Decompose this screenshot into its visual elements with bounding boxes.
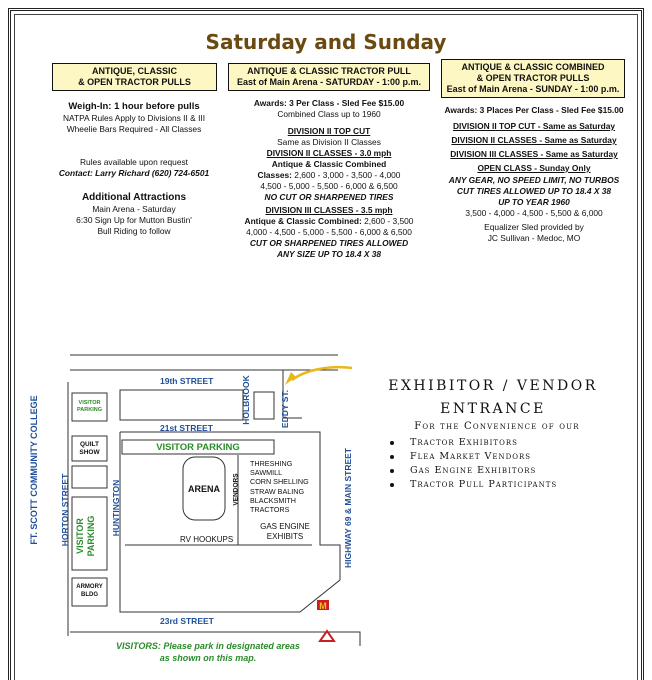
open-line4: 3,500 - 4,000 - 4,500 - 5,500 & 6,000	[465, 208, 603, 218]
entrance-item-gas-engine: Gas Engine Exhibitors	[410, 465, 537, 476]
bullet-icon	[390, 469, 394, 473]
visitor-parking-vert	[75, 496, 97, 576]
gas-engine-exhibits	[245, 522, 325, 542]
visitor-parking-small	[72, 400, 107, 414]
eddy-street-label: EDDY ST.	[280, 389, 290, 429]
entrance-line1: EXHIBITOR / VENDOR	[388, 378, 598, 394]
huntington-label: HUNTINGTON	[111, 479, 121, 537]
awards-sat: Awards: 3 Per Class - Sled Fee $15.00	[253, 98, 405, 108]
rules-line2: Wheelie Bars Required - All Classes	[66, 124, 202, 134]
visitor-note-line1: VISITORS: Please park in designated areas	[116, 641, 300, 651]
open-class: OPEN CLASS - Sunday Only	[477, 163, 591, 173]
bullet-icon	[390, 455, 394, 459]
entrance-line2: ENTRANCE	[440, 401, 546, 417]
arena-label: ARENA	[187, 484, 220, 494]
div3-classes: DIVISION III CLASSES - 3.5 mph	[265, 205, 393, 215]
block-19th-left	[120, 390, 243, 420]
col2-header-line2: East of Main Arena - SATURDAY - 1:00 p.m.	[236, 77, 422, 87]
armory-bldg	[72, 583, 107, 599]
block-holbrook-eddy	[254, 392, 274, 419]
visitor-parking-vert-line1: VISITOR	[75, 518, 85, 554]
block-west-mid	[72, 466, 107, 488]
attraction-2: 6:30 Sign Up for Mutton Bustin'	[76, 215, 192, 225]
demo-corn-shelling: CORN SHELLING	[250, 477, 309, 487]
col3-header-line2: & OPEN TRACTOR PULLS	[476, 73, 590, 83]
attraction-1: Main Arena - Saturday	[92, 204, 176, 214]
demo-tractors: TRACTORS	[250, 505, 290, 515]
div3-line1-label: Antique & Classic Combined:	[244, 216, 362, 226]
open-line1: ANY GEAR, NO SPEED LIMIT, NO TURBOS	[448, 175, 620, 185]
gas-engine-line2: EXHIBITS	[266, 532, 304, 541]
armory-line2: BLDG	[81, 592, 98, 598]
sled-line1: Equalizer Sled provided by	[484, 222, 584, 232]
quilt-show	[72, 441, 107, 457]
entrance-item-tractor-exhibitors: Tractor Exhibitors	[410, 437, 518, 448]
demo-straw-baling: STRAW BALING	[250, 486, 305, 496]
entrance-item-flea-market: Flea Market Vendors	[410, 451, 532, 462]
combined-class: Combined Class up to 1960	[277, 109, 381, 119]
open-line2: CUT TIRES ALLOWED UP TO 18.4 X 38	[456, 186, 612, 196]
visitor-parking-vert-line2: PARKING	[86, 515, 96, 557]
quilt-show-line2: SHOW	[79, 449, 100, 456]
demo-sawmill: SAWMILL	[250, 468, 283, 478]
quilt-show-line1: QUILT	[79, 441, 99, 448]
list-item	[390, 450, 557, 464]
bullet-icon	[390, 483, 394, 487]
street-19th: 19th STREET	[160, 376, 214, 386]
col1-header-line1: ANTIQUE, CLASSIC	[91, 66, 177, 76]
col1-header-line2: & OPEN TRACTOR PULLS	[78, 77, 191, 87]
div2-combined: Antique & Classic Combined	[271, 159, 387, 169]
mcdonalds-m-icon: M	[319, 601, 327, 611]
div2-classes: DIVISION II CLASSES - 3.0 mph	[266, 148, 392, 158]
demo-blacksmith: BLACKSMITH	[250, 495, 296, 505]
visitor-note-line2: as shown on this map.	[159, 653, 257, 663]
visitor-note	[98, 640, 318, 664]
col3-header-line1: ANTIQUE & CLASSIC COMBINED	[461, 62, 605, 72]
entrance-subtitle: For the Convenience of our	[414, 421, 580, 432]
attractions-title: Additional Attractions	[81, 192, 187, 203]
col3-div2-top: DIVISION II TOP CUT - Same as Saturday	[452, 121, 616, 131]
col2-header-line1: ANTIQUE & CLASSIC TRACTOR PULL	[247, 66, 411, 76]
col3-div3: DIVISION III CLASSES - Same as Saturday	[450, 149, 618, 159]
street-21st: 21st STREET	[160, 423, 213, 433]
div3-line1-values: 2,600 - 3,500	[364, 216, 414, 226]
rules-line1: NATPA Rules Apply to Divisions II & III	[62, 113, 206, 123]
col3-div2: DIVISION II CLASSES - Same as Saturday	[451, 135, 617, 145]
contact: Contact: Larry Richard (620) 724-6501	[58, 168, 210, 178]
bullet-icon	[390, 441, 394, 445]
entrance-list	[390, 436, 557, 492]
list-item	[390, 478, 557, 492]
vendors-label: VENDORS	[232, 473, 240, 506]
holbrook-label: HOLBROOK	[241, 375, 251, 425]
sled-line2: JC Sullivan - Medoc, MO	[487, 233, 581, 243]
horton-street-label: HORTON STREET	[60, 473, 70, 547]
div2-top-cut: DIVISION II TOP CUT	[287, 126, 371, 136]
armory-line1: ARMORY	[76, 584, 103, 590]
list-item	[390, 436, 557, 450]
div2-line1-label: Classes:	[257, 170, 292, 180]
div2-line1-values: 2,600 - 3,000 - 3,500 - 4,000	[294, 170, 401, 180]
cut-tires-allowed: CUT OR SHARPENED TIRES ALLOWED	[249, 238, 409, 248]
div2-line2: 4,500 - 5,000 - 5,500 - 6,000 & 6,500	[260, 181, 398, 191]
div3-line2: 4,000 - 4,500 - 5,000 - 5,500 - 6,000 & 6,500	[246, 227, 412, 237]
gas-engine-line1: GAS ENGINE	[260, 522, 310, 531]
visitor-parking-main: VISITOR PARKING	[156, 442, 240, 453]
attraction-3: Bull Riding to follow	[97, 226, 171, 236]
entrance-arrow	[292, 367, 352, 380]
col3-header-line3: East of Main Arena - SUNDAY - 1:00 p.m.	[446, 84, 620, 94]
rules-available: Rules available upon request	[79, 157, 189, 167]
demonstrations	[250, 459, 309, 514]
demo-threshing: THRESHING	[250, 459, 293, 468]
entrance-item-tractor-pull: Tractor Pull Participants	[410, 479, 558, 490]
list-item	[390, 464, 557, 478]
college-label: FT. SCOTT COMMUNITY COLLEGE	[29, 395, 39, 545]
visitor-parking-small-line2: PARKING	[77, 407, 102, 413]
highway-label: HIGHWAY 69 & MAIN STREET	[343, 448, 353, 568]
awards-sun: Awards: 3 Places Per Class - Sled Fee $15.00	[444, 105, 624, 115]
no-cut-tires: NO CUT OR SHARPENED TIRES	[264, 192, 394, 202]
weigh-in: Weigh-In: 1 hour before pulls	[68, 101, 200, 112]
visitor-parking-small-line1: VISITOR	[78, 400, 101, 406]
street-23rd: 23rd STREET	[160, 616, 214, 626]
open-line3: UP TO YEAR 1960	[498, 197, 570, 207]
page-title: Saturday and Sunday	[205, 30, 447, 54]
rv-hookups: RV HOOKUPS	[180, 535, 234, 544]
div2-top-cut-sub: Same as Division II Classes	[277, 137, 381, 147]
any-size: ANY SIZE UP TO 18.4 X 38	[276, 249, 382, 259]
